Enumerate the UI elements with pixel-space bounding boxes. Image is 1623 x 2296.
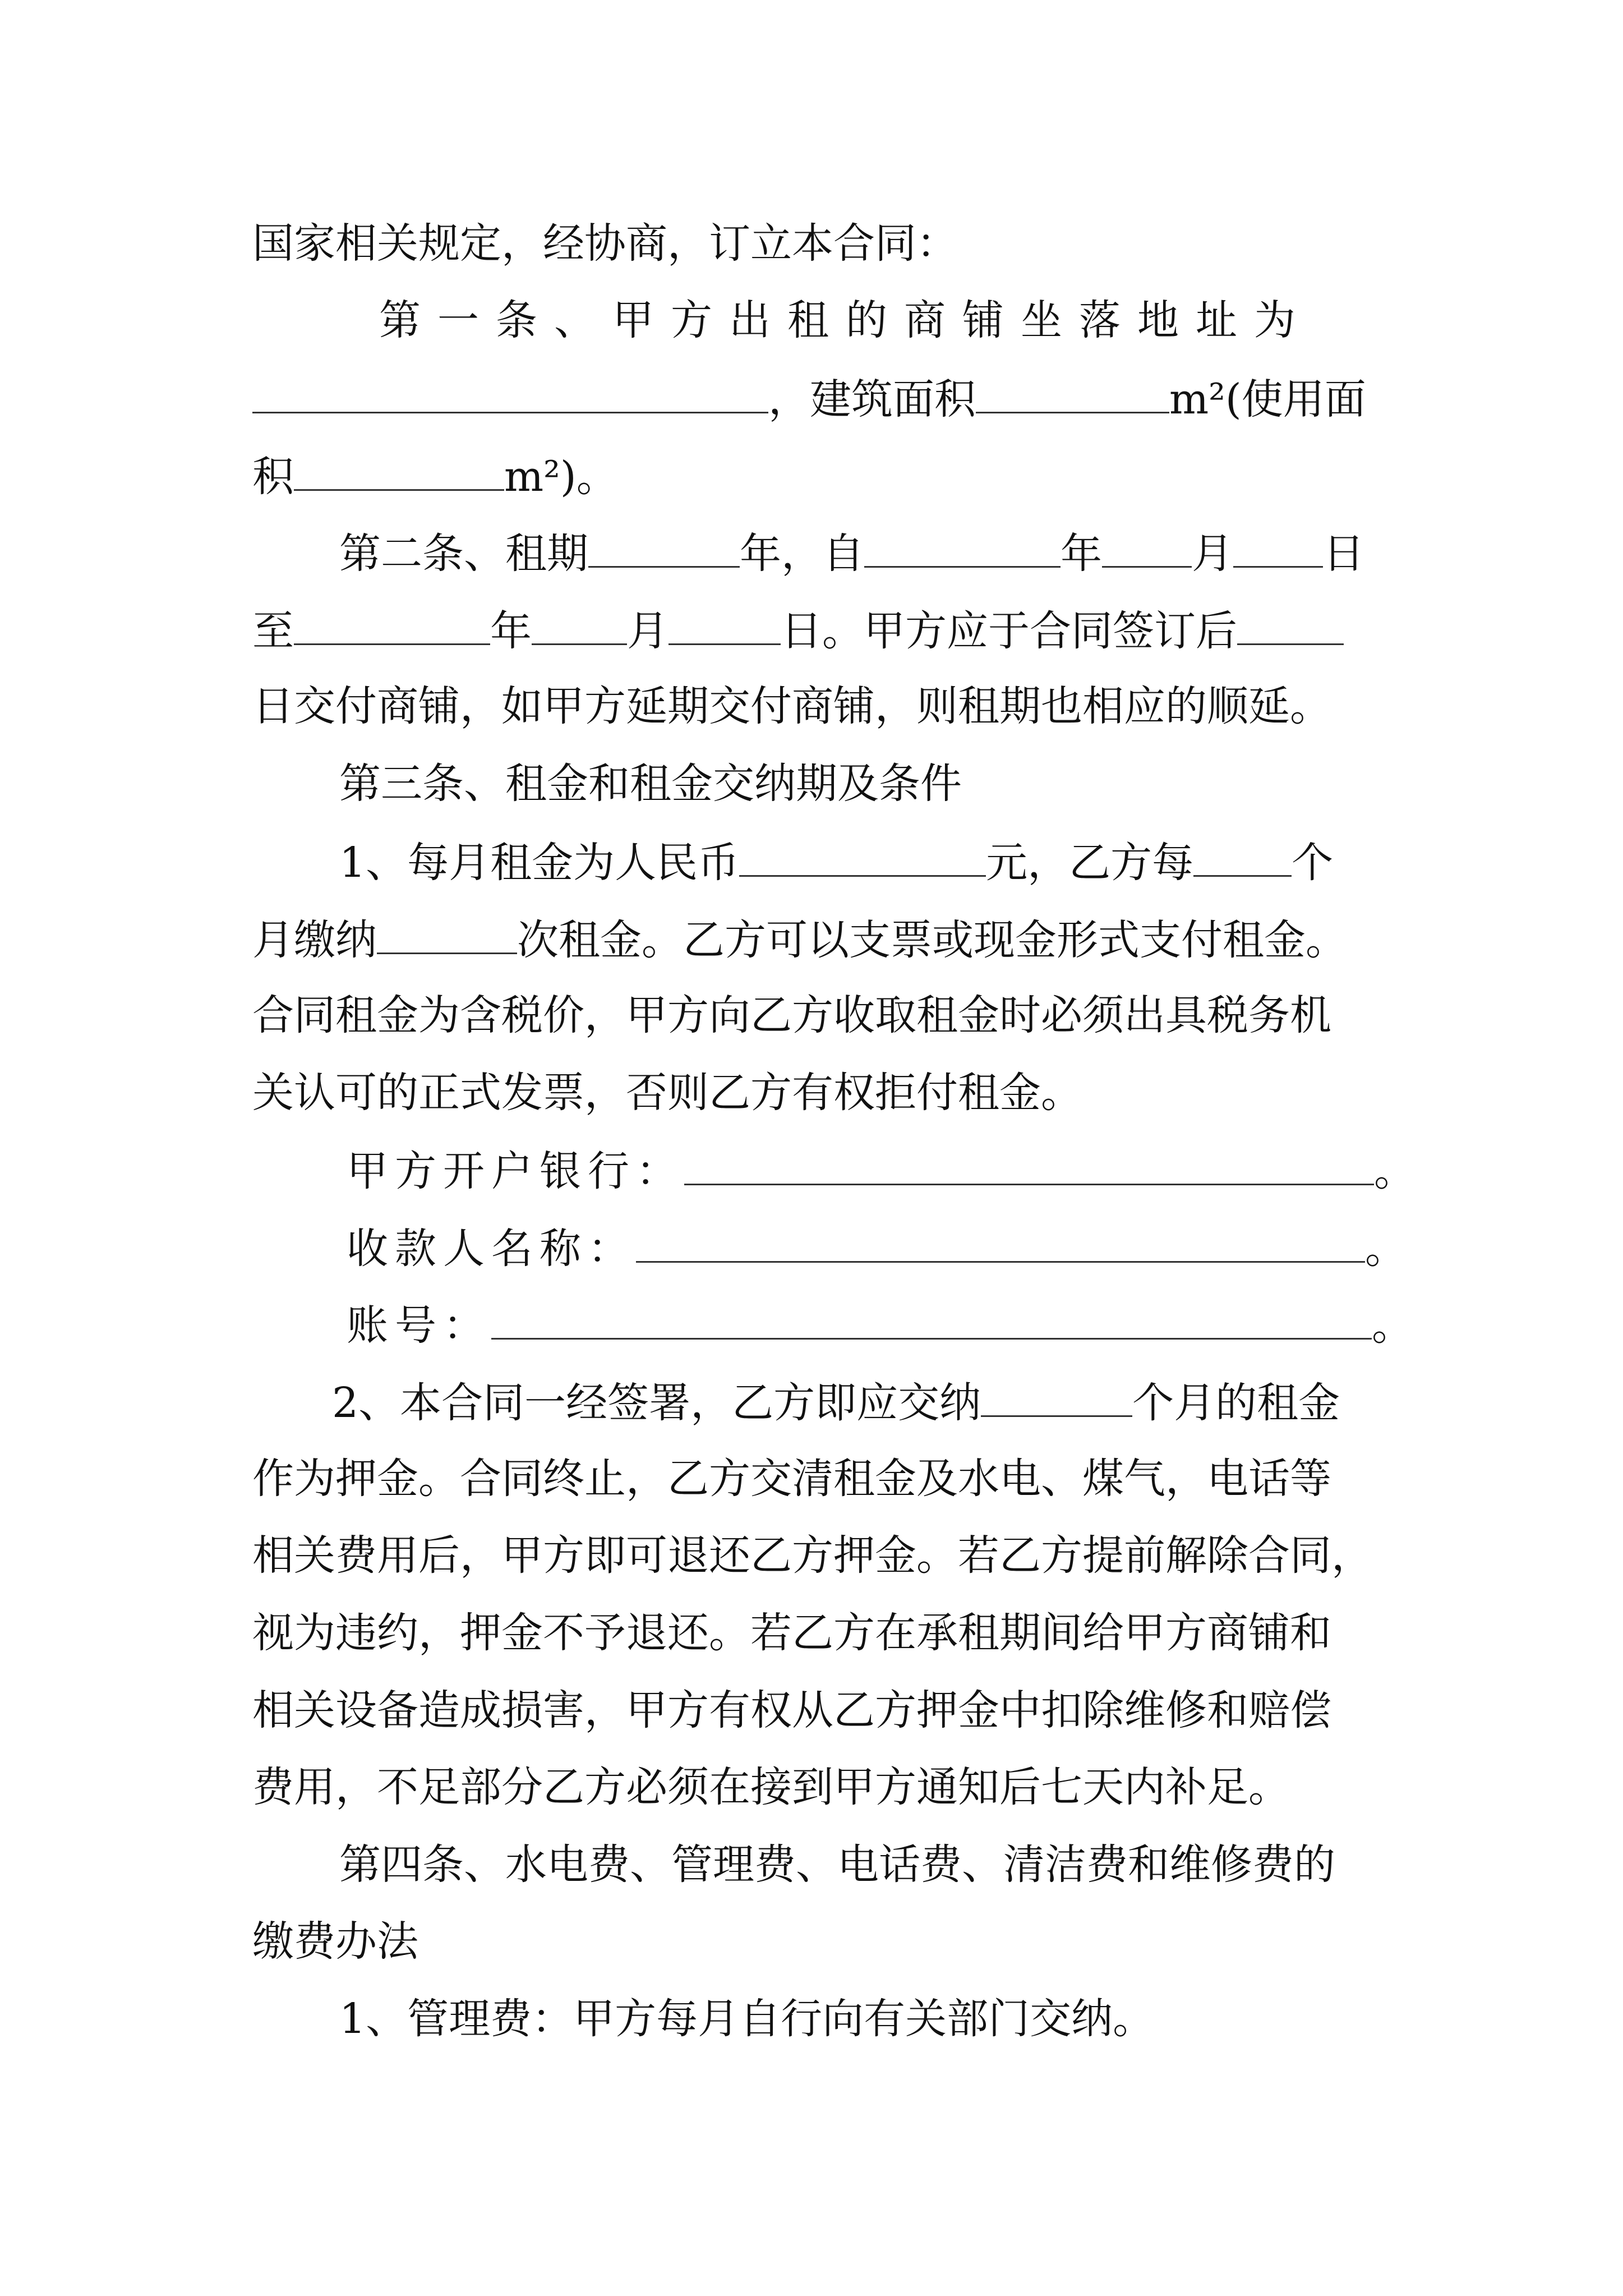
article-3-title-text: 第三条、租金和租金交纳期及条件	[339, 760, 962, 808]
end-year-blank[interactable]	[294, 609, 490, 645]
management-fee-text: 1、管理费：甲方每月自行向有关部门交纳。	[339, 1995, 1155, 2043]
area-label: ，建筑面积	[768, 375, 976, 424]
deposit-line-1	[332, 1379, 1340, 1427]
deposit-months-blank[interactable]	[981, 1381, 1132, 1417]
deposit-line-3	[252, 1531, 1373, 1580]
lease-term-label: 第二条、租期	[339, 530, 588, 578]
intro-line	[252, 219, 958, 268]
lease-to-label: 至	[252, 607, 294, 655]
area-unit: m²(使用面	[1169, 375, 1366, 424]
deposit-line-2	[252, 1455, 1331, 1503]
end-day-blank[interactable]	[668, 609, 781, 645]
usable-area-blank[interactable]	[294, 454, 504, 491]
account-label: 账号：	[347, 1301, 491, 1350]
payee-line	[347, 1225, 1413, 1273]
deposit-text-4: 视为违约，押金不予退还。若乙方在承租期间给甲方商铺和	[252, 1609, 1331, 1657]
payee-blank[interactable]	[636, 1226, 1365, 1263]
article-4-title-line-2	[252, 1917, 418, 1966]
end-month-blank[interactable]	[532, 609, 627, 645]
rent-amount-blank[interactable]	[739, 840, 986, 877]
article-2-line-3	[252, 682, 1331, 730]
deposit-text-2: 作为押金。合同终止，乙方交清租金及水电、煤气，电话等	[252, 1455, 1331, 1503]
account-line	[347, 1301, 1420, 1350]
rent-line-2	[252, 916, 1347, 964]
usable-area-label: 积	[252, 453, 294, 501]
area-blank[interactable]	[976, 377, 1169, 413]
delivery-days-blank[interactable]	[1237, 609, 1344, 645]
deposit-line-5	[252, 1686, 1331, 1734]
address-blank[interactable]	[252, 377, 768, 413]
deposit-text-5: 相关设备造成损害，甲方有权从乙方押金中扣除维修和赔偿	[252, 1686, 1331, 1734]
start-day-blank[interactable]	[1233, 531, 1323, 568]
article-2-line-2	[252, 607, 1344, 655]
delivery-text: 日交付商铺，如甲方延期交付商铺，则租期也相应的顺延。	[252, 682, 1331, 730]
usable-area-unit: m²)。	[504, 453, 618, 501]
article-1-line-2	[252, 375, 1366, 424]
start-day-label: 日	[1323, 530, 1364, 578]
bank-line	[347, 1147, 1422, 1195]
payee-period: 。	[1365, 1225, 1413, 1273]
article-4-title-text: 第四条、水电费、管理费、电话费、清洁费和维修费的	[339, 1841, 1335, 1889]
article-2-line-1	[339, 530, 1364, 578]
deposit-label: 2、本合同一经签署，乙方即应交纳	[332, 1379, 981, 1427]
invoice-text: 关认可的正式发票，否则乙方有权拒付租金。	[252, 1069, 1082, 1117]
intro-text: 国家相关规定，经协商，订立本合同：	[252, 219, 958, 268]
article-4-title-text-2: 缴费办法	[252, 1917, 418, 1966]
start-year-label: 年	[1061, 530, 1102, 578]
start-year-blank[interactable]	[864, 531, 1061, 568]
rent-interval-label: 元，乙方每	[986, 839, 1194, 887]
rent-months-unit: 个	[1292, 839, 1334, 887]
rent-line-4	[252, 1069, 1082, 1117]
bank-label: 甲方开户银行：	[347, 1147, 684, 1195]
article-4-title-line-1	[339, 1841, 1335, 1889]
bank-period: 。	[1374, 1147, 1422, 1195]
article-1-text: 第一条、甲方出租的商铺坐落地址为	[379, 296, 1312, 344]
account-period: 。	[1372, 1301, 1420, 1350]
end-month-label: 月	[627, 607, 668, 655]
end-year-label: 年	[490, 607, 532, 655]
deposit-unit: 个月的租金	[1132, 1379, 1340, 1427]
bank-blank[interactable]	[684, 1149, 1374, 1185]
tax-text: 合同租金为含税价，甲方向乙方收取租金时必须出具税务机	[252, 991, 1331, 1039]
rent-line-3	[252, 991, 1331, 1039]
deposit-text-6: 费用，不足部分乙方必须在接到甲方通知后七天内补足。	[252, 1763, 1290, 1811]
article-1-line-3	[252, 453, 618, 501]
payee-label: 收款人名称：	[347, 1225, 636, 1273]
rent-months-blank[interactable]	[1193, 840, 1292, 877]
rent-line-1	[339, 839, 1334, 887]
rent-amount-label: 1、每月租金为人民币	[339, 839, 740, 887]
start-month-blank[interactable]	[1102, 531, 1192, 568]
lease-from-label: 年，自	[740, 530, 864, 578]
article-1-line-1	[379, 296, 1312, 344]
article-3-title	[339, 760, 962, 808]
payment-method-text: 次租金。乙方可以支票或现金形式支付租金。	[517, 916, 1347, 964]
lease-years-blank[interactable]	[588, 531, 740, 568]
payment-count-blank[interactable]	[377, 918, 517, 954]
start-month-label: 月	[1192, 530, 1233, 578]
deposit-text-3: 相关费用后，甲方即可退还乙方押金。若乙方提前解除合同，	[252, 1531, 1373, 1580]
delivery-label: 日。甲方应于合同签订后	[781, 607, 1237, 655]
account-blank[interactable]	[491, 1303, 1372, 1340]
management-fee-line	[339, 1995, 1155, 2043]
deposit-line-6	[252, 1763, 1290, 1811]
deposit-line-4	[252, 1609, 1331, 1657]
payment-label: 月缴纳	[252, 916, 377, 964]
